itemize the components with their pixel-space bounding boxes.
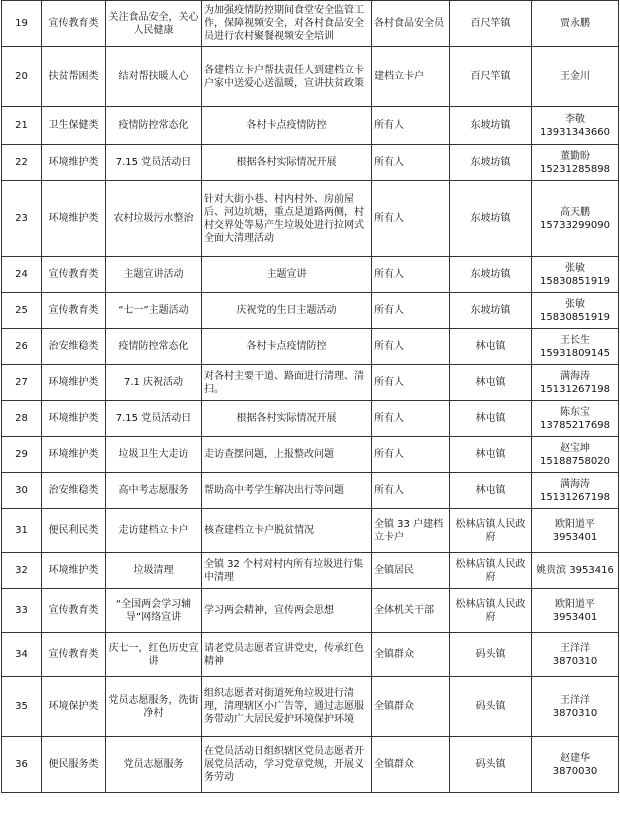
row-contact: 欧阳道平 3953401	[532, 509, 619, 553]
row-activity-name: 走访建档立卡户	[106, 509, 202, 553]
row-activity-name: 农村垃圾污水整治	[106, 181, 202, 257]
row-location: 林屯镇	[450, 437, 532, 473]
row-category: 治安维稳类	[42, 329, 106, 365]
table-row	[2, 1, 619, 47]
row-activity-name: “全国两会学习辅导”网络宣讲	[106, 589, 202, 633]
table-row	[2, 257, 619, 293]
table-row	[2, 437, 619, 473]
row-contact: 陈东宝 13785217698	[532, 401, 619, 437]
row-contact: 张敏 15830851919	[532, 293, 619, 329]
row-target-group: 所有人	[372, 293, 450, 329]
row-category: 宣传教育类	[42, 293, 106, 329]
row-target-group: 全镇群众	[372, 677, 450, 737]
row-activity-content: 各建档立卡户帮扶责任人到建档立卡户家中送爱心送温暖，宣讲扶贫政策	[202, 47, 372, 107]
row-number: 22	[2, 145, 42, 181]
row-number: 19	[2, 1, 42, 47]
row-activity-content: 各村卡点疫情防控	[202, 107, 372, 145]
row-category: 环境维护类	[42, 365, 106, 401]
row-activity-name: 7.1 庆祝活动	[106, 365, 202, 401]
row-category: 宣传教育类	[42, 1, 106, 47]
table-row	[2, 509, 619, 553]
row-category: 环境保护类	[42, 677, 106, 737]
row-contact: 赵宝坤 15188758020	[532, 437, 619, 473]
row-target-group: 所有人	[372, 365, 450, 401]
row-activity-name: 7.15 党员活动日	[106, 401, 202, 437]
table-row	[2, 401, 619, 437]
row-activity-name: 关注食品安全，关心人民健康	[106, 1, 202, 47]
row-location: 东坡坊镇	[450, 181, 532, 257]
row-location: 码头镇	[450, 737, 532, 793]
row-target-group: 所有人	[372, 145, 450, 181]
row-contact: 贾永鹏	[532, 1, 619, 47]
row-contact: 李敬 13931343660	[532, 107, 619, 145]
row-number: 33	[2, 589, 42, 633]
table-row	[2, 365, 619, 401]
row-number: 31	[2, 509, 42, 553]
table-row	[2, 107, 619, 145]
table-body	[2, 1, 619, 793]
row-category: 便民利民类	[42, 509, 106, 553]
row-number: 30	[2, 473, 42, 509]
row-number: 36	[2, 737, 42, 793]
row-activity-name: 疫情防控常态化	[106, 107, 202, 145]
row-number: 28	[2, 401, 42, 437]
row-activity-content: 组织志愿者对街道死角垃圾进行清理，清理辖区小广告等，通过志愿服务带动广大居民爱护环境保护环境	[202, 677, 372, 737]
row-category: 环境维护类	[42, 181, 106, 257]
table-row	[2, 633, 619, 677]
row-activity-name: 党员志愿服务，洗街净村	[106, 677, 202, 737]
row-target-group: 所有人	[372, 107, 450, 145]
row-location: 码头镇	[450, 633, 532, 677]
row-location: 松林店镇人民政府	[450, 553, 532, 589]
row-activity-name: 垃圾清理	[106, 553, 202, 589]
row-target-group: 全镇群众	[372, 737, 450, 793]
row-activity-content: 为加强疫情防控期间食堂安全监管工作，保障视频安全，对各村食品安全员进行农村聚餐视频安全培训	[202, 1, 372, 47]
row-contact: 王洋洋 3870310	[532, 633, 619, 677]
row-contact: 姚贵滨 3953416	[532, 553, 619, 589]
row-category: 环境维护类	[42, 437, 106, 473]
row-activity-name: 党员志愿服务	[106, 737, 202, 793]
row-activity-name: “七一”主题活动	[106, 293, 202, 329]
row-number: 27	[2, 365, 42, 401]
row-contact: 满海涛 15131267198	[532, 473, 619, 509]
table-row	[2, 677, 619, 737]
row-target-group: 所有人	[372, 257, 450, 293]
row-target-group: 所有人	[372, 401, 450, 437]
row-category: 环境维护类	[42, 553, 106, 589]
row-location: 松林店镇人民政府	[450, 509, 532, 553]
row-number: 21	[2, 107, 42, 145]
row-activity-content: 学习两会精神，宣传两会思想	[202, 589, 372, 633]
volunteer-activity-table	[1, 0, 619, 793]
row-category: 扶贫帮困类	[42, 47, 106, 107]
row-location: 松林店镇人民政府	[450, 589, 532, 633]
row-target-group: 全镇 33 户建档立卡户	[372, 509, 450, 553]
row-number: 26	[2, 329, 42, 365]
row-number: 32	[2, 553, 42, 589]
row-category: 治安维稳类	[42, 473, 106, 509]
row-activity-name: 庆七一，红色历史宣讲	[106, 633, 202, 677]
row-target-group: 所有人	[372, 437, 450, 473]
row-activity-content: 根据各村实际情况开展	[202, 401, 372, 437]
row-category: 卫生保健类	[42, 107, 106, 145]
row-number: 24	[2, 257, 42, 293]
row-target-group: 所有人	[372, 473, 450, 509]
row-target-group: 所有人	[372, 181, 450, 257]
row-activity-content: 各村卡点疫情防控	[202, 329, 372, 365]
table-row	[2, 737, 619, 793]
row-category: 宣传教育类	[42, 257, 106, 293]
row-target-group: 全镇群众	[372, 633, 450, 677]
row-location: 林屯镇	[450, 365, 532, 401]
row-location: 码头镇	[450, 677, 532, 737]
row-activity-name: 垃圾卫生大走访	[106, 437, 202, 473]
table-row	[2, 589, 619, 633]
row-location: 林屯镇	[450, 473, 532, 509]
row-target-group: 各村食品安全员	[372, 1, 450, 47]
row-contact: 董勤盼 15231285898	[532, 145, 619, 181]
row-activity-content: 走访查摆问题，上报整改问题	[202, 437, 372, 473]
table-row	[2, 47, 619, 107]
row-contact: 王金川	[532, 47, 619, 107]
row-activity-content: 全镇 32 个村对村内所有垃圾进行集中清理	[202, 553, 372, 589]
row-activity-content: 根据各村实际情况开展	[202, 145, 372, 181]
row-contact: 高天鹏 15733299090	[532, 181, 619, 257]
row-location: 东坡坊镇	[450, 145, 532, 181]
row-activity-content: 主题宣讲	[202, 257, 372, 293]
row-category: 宣传教育类	[42, 589, 106, 633]
table-row	[2, 293, 619, 329]
row-location: 东坡坊镇	[450, 293, 532, 329]
row-activity-content: 对各村主要干道、路面进行清理、清扫。	[202, 365, 372, 401]
row-location: 东坡坊镇	[450, 107, 532, 145]
row-contact: 赵建华 3870030	[532, 737, 619, 793]
row-activity-name: 结对帮扶暖人心	[106, 47, 202, 107]
row-target-group: 建档立卡户	[372, 47, 450, 107]
row-target-group: 全镇居民	[372, 553, 450, 589]
table-row	[2, 553, 619, 589]
row-activity-content: 在党员活动日组织辖区党员志愿者开展党员活动，学习党章党规，开展义务劳动	[202, 737, 372, 793]
row-location: 百尺竿镇	[450, 1, 532, 47]
row-activity-content: 针对大街小巷、村内村外、房前屋后、河边坑塘，重点是道路两侧，村村交界处等易产生垃圾处进行拉网式全面大清理活动	[202, 181, 372, 257]
row-activity-content: 请老党员志愿者宣讲党史，传承红色精神	[202, 633, 372, 677]
row-activity-content: 庆祝党的生日主题活动	[202, 293, 372, 329]
row-target-group: 所有人	[372, 329, 450, 365]
row-contact: 张敏 15830851919	[532, 257, 619, 293]
row-number: 34	[2, 633, 42, 677]
row-number: 20	[2, 47, 42, 107]
row-category: 环境维护类	[42, 401, 106, 437]
row-activity-name: 高中考志愿服务	[106, 473, 202, 509]
row-activity-name: 7.15 党员活动日	[106, 145, 202, 181]
row-number: 23	[2, 181, 42, 257]
table-row	[2, 473, 619, 509]
row-number: 35	[2, 677, 42, 737]
table-row	[2, 181, 619, 257]
table-row	[2, 329, 619, 365]
row-activity-content: 帮助高中考学生解决出行等问题	[202, 473, 372, 509]
row-category: 环境维护类	[42, 145, 106, 181]
row-number: 25	[2, 293, 42, 329]
row-location: 林屯镇	[450, 329, 532, 365]
row-number: 29	[2, 437, 42, 473]
row-location: 林屯镇	[450, 401, 532, 437]
row-location: 百尺竿镇	[450, 47, 532, 107]
row-contact: 王洋洋 3870310	[532, 677, 619, 737]
row-location: 东坡坊镇	[450, 257, 532, 293]
row-activity-name: 主题宣讲活动	[106, 257, 202, 293]
row-category: 便民服务类	[42, 737, 106, 793]
row-contact: 欧阳道平 3953401	[532, 589, 619, 633]
table-row	[2, 145, 619, 181]
row-target-group: 全体机关干部	[372, 589, 450, 633]
row-activity-content: 核查建档立卡户脱贫情况	[202, 509, 372, 553]
row-category: 宣传教育类	[42, 633, 106, 677]
row-contact: 满海涛 15131267198	[532, 365, 619, 401]
row-activity-name: 疫情防控常态化	[106, 329, 202, 365]
row-contact: 王长生 15931809145	[532, 329, 619, 365]
